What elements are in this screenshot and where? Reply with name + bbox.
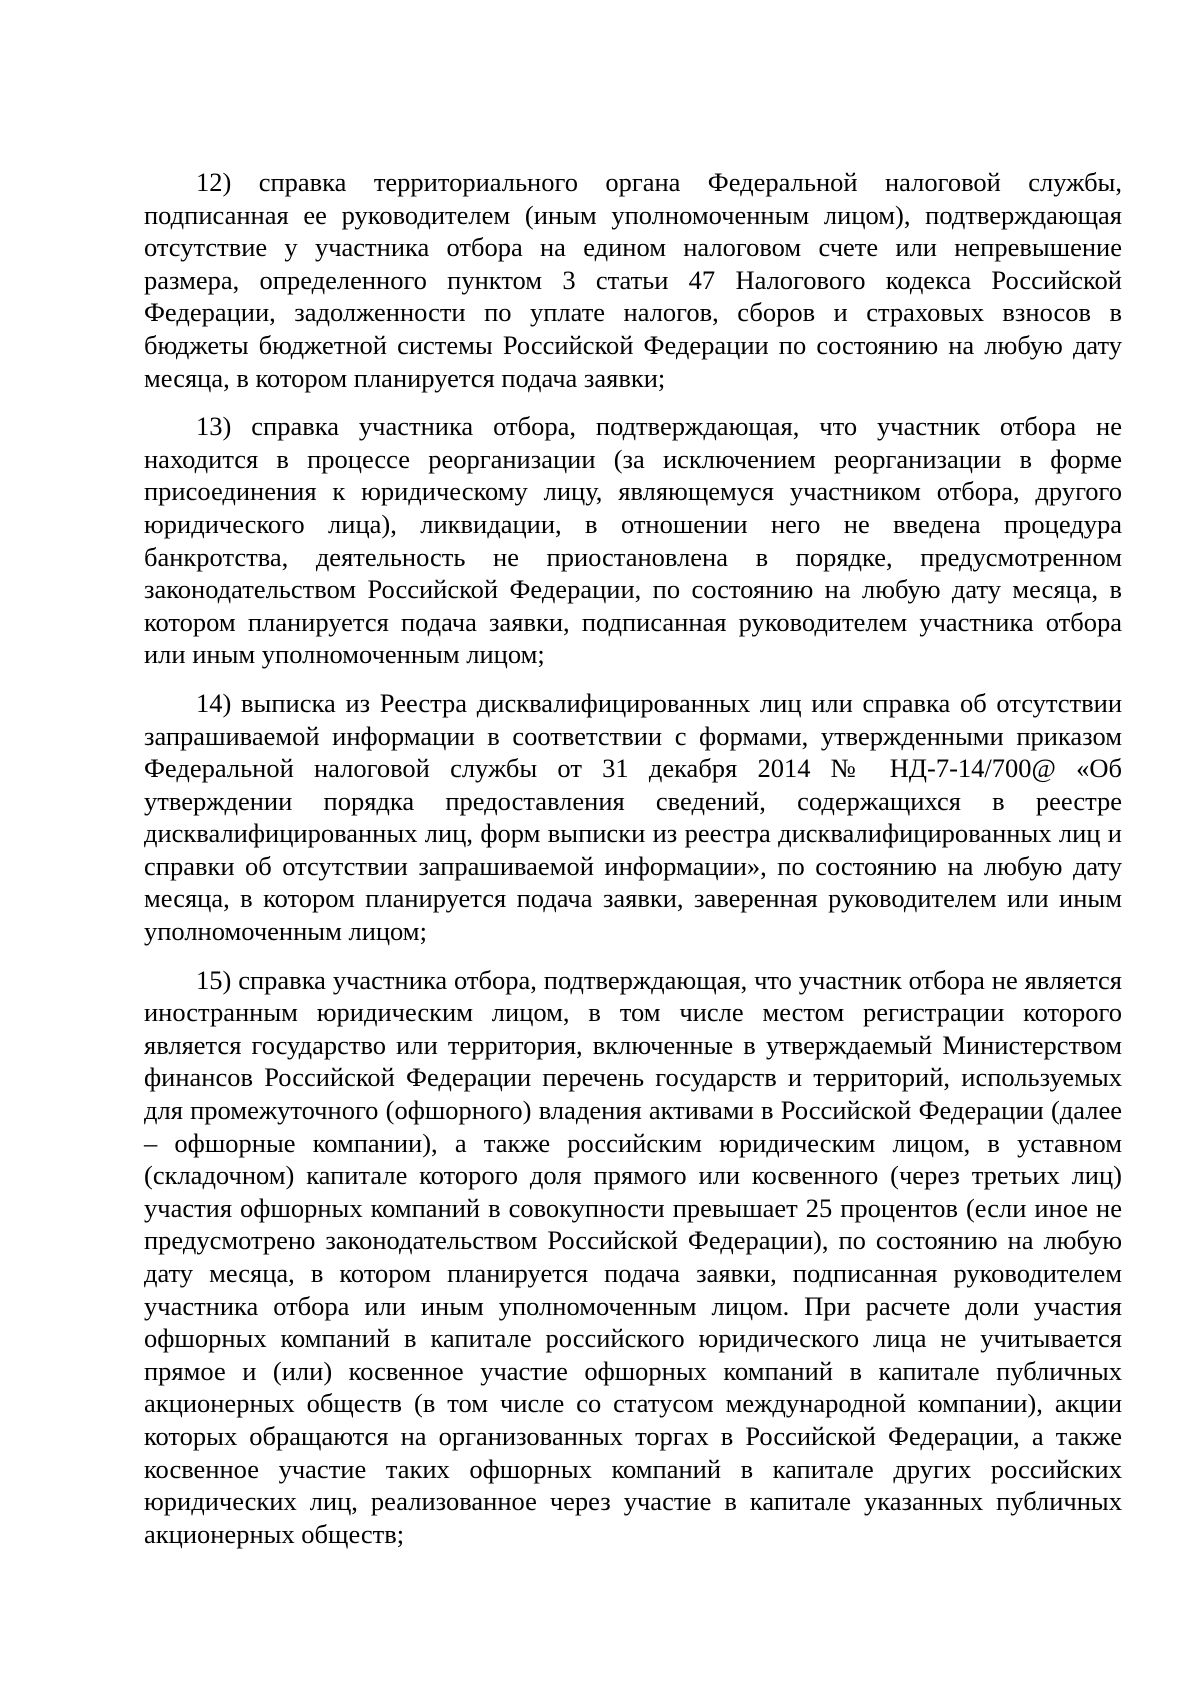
paragraph-item-14: 14) выписка из Реестра дисквалифицированных лиц или справка об отсутствии запрашиваемой информации в соответствии с формами, утвержденными приказом Федеральной налоговой службы от 31 декабря 2014 № НД-7-14/700@ «Об утверждении порядка предоставления сведений, содержащихся в реестре дисквалифицированных лиц, форм выписки из реестра дисквалифицированных лиц и справки об отсутствии запрашиваемой информации», по состоянию на любую дату месяца, в котором планируется подача заявки, заверенная руководителем или иным уполномоченным лицом;: [144, 687, 1122, 947]
paragraph-item-15: 15) справка участника отбора, подтверждающая, что участник отбора не является иностранным юридическим лицом, в том числе местом регистрации которого является государство или территория, включенные в утверждаемый Министерством финансов Российской Федерации перечень государств и территорий, используемых для промежуточного (офшорного) владения активами в Российской Федерации (далее – офшорные компании), а также российским юридическим лицом, в уставном (складочном) капитале которого доля прямого или косвенного (через третьих лиц) участия офшорных компаний в совокупности превышает 25 процентов (если иное не предусмотрено законодательством Российской Федерации), по состоянию на любую дату месяца, в котором планируется подача заявки, подписанная руководителем участника отбора или иным уполномоченным лицом. При расчете доли участия офшорных компаний в капитале российского юридического лица не учитывается прямое и (или) косвенное участие офшорных компаний в капитале публичных акционерных обществ (в том числе со статусом международной компании), акции которых обращаются на организованных торгах в Российской Федерации, а также косвенное участие таких офшорных компаний в капитале других российских юридических лиц, реализованное через участие в капитале указанных публичных акционерных обществ;: [144, 964, 1122, 1549]
paragraph-item-12: 12) справка территориального органа Федеральной налоговой службы, подписанная ее руководителем (иным уполномоченным лицом), подтверждающая отсутствие у участника отбора на едином налоговом счете или непревышение размера, определенного пунктом 3 статьи 47 Налогового кодекса Российской Федерации, задолженности по уплате налогов, сборов и страховых взносов в бюджеты бюджетной системы Российской Федерации по состоянию на любую дату месяца, в котором планируется подача заявки;: [144, 167, 1122, 393]
document-body: [144, 166, 1122, 1550]
paragraph-item-13: 13) справка участника отбора, подтверждающая, что участник отбора не находится в процессе реорганизации (за исключением реорганизации в форме присоединения к юридическому лицу, являющемуся участником отбора, другого юридического лица), ликвидации, в отношении него не введена процедура банкротства, деятельность не приостановлена в порядке, предусмотренном законодательством Российской Федерации, по состоянию на любую дату месяца, в котором планируется подача заявки, подписанная руководителем участника отбора или иным уполномоченным лицом;: [144, 411, 1122, 670]
